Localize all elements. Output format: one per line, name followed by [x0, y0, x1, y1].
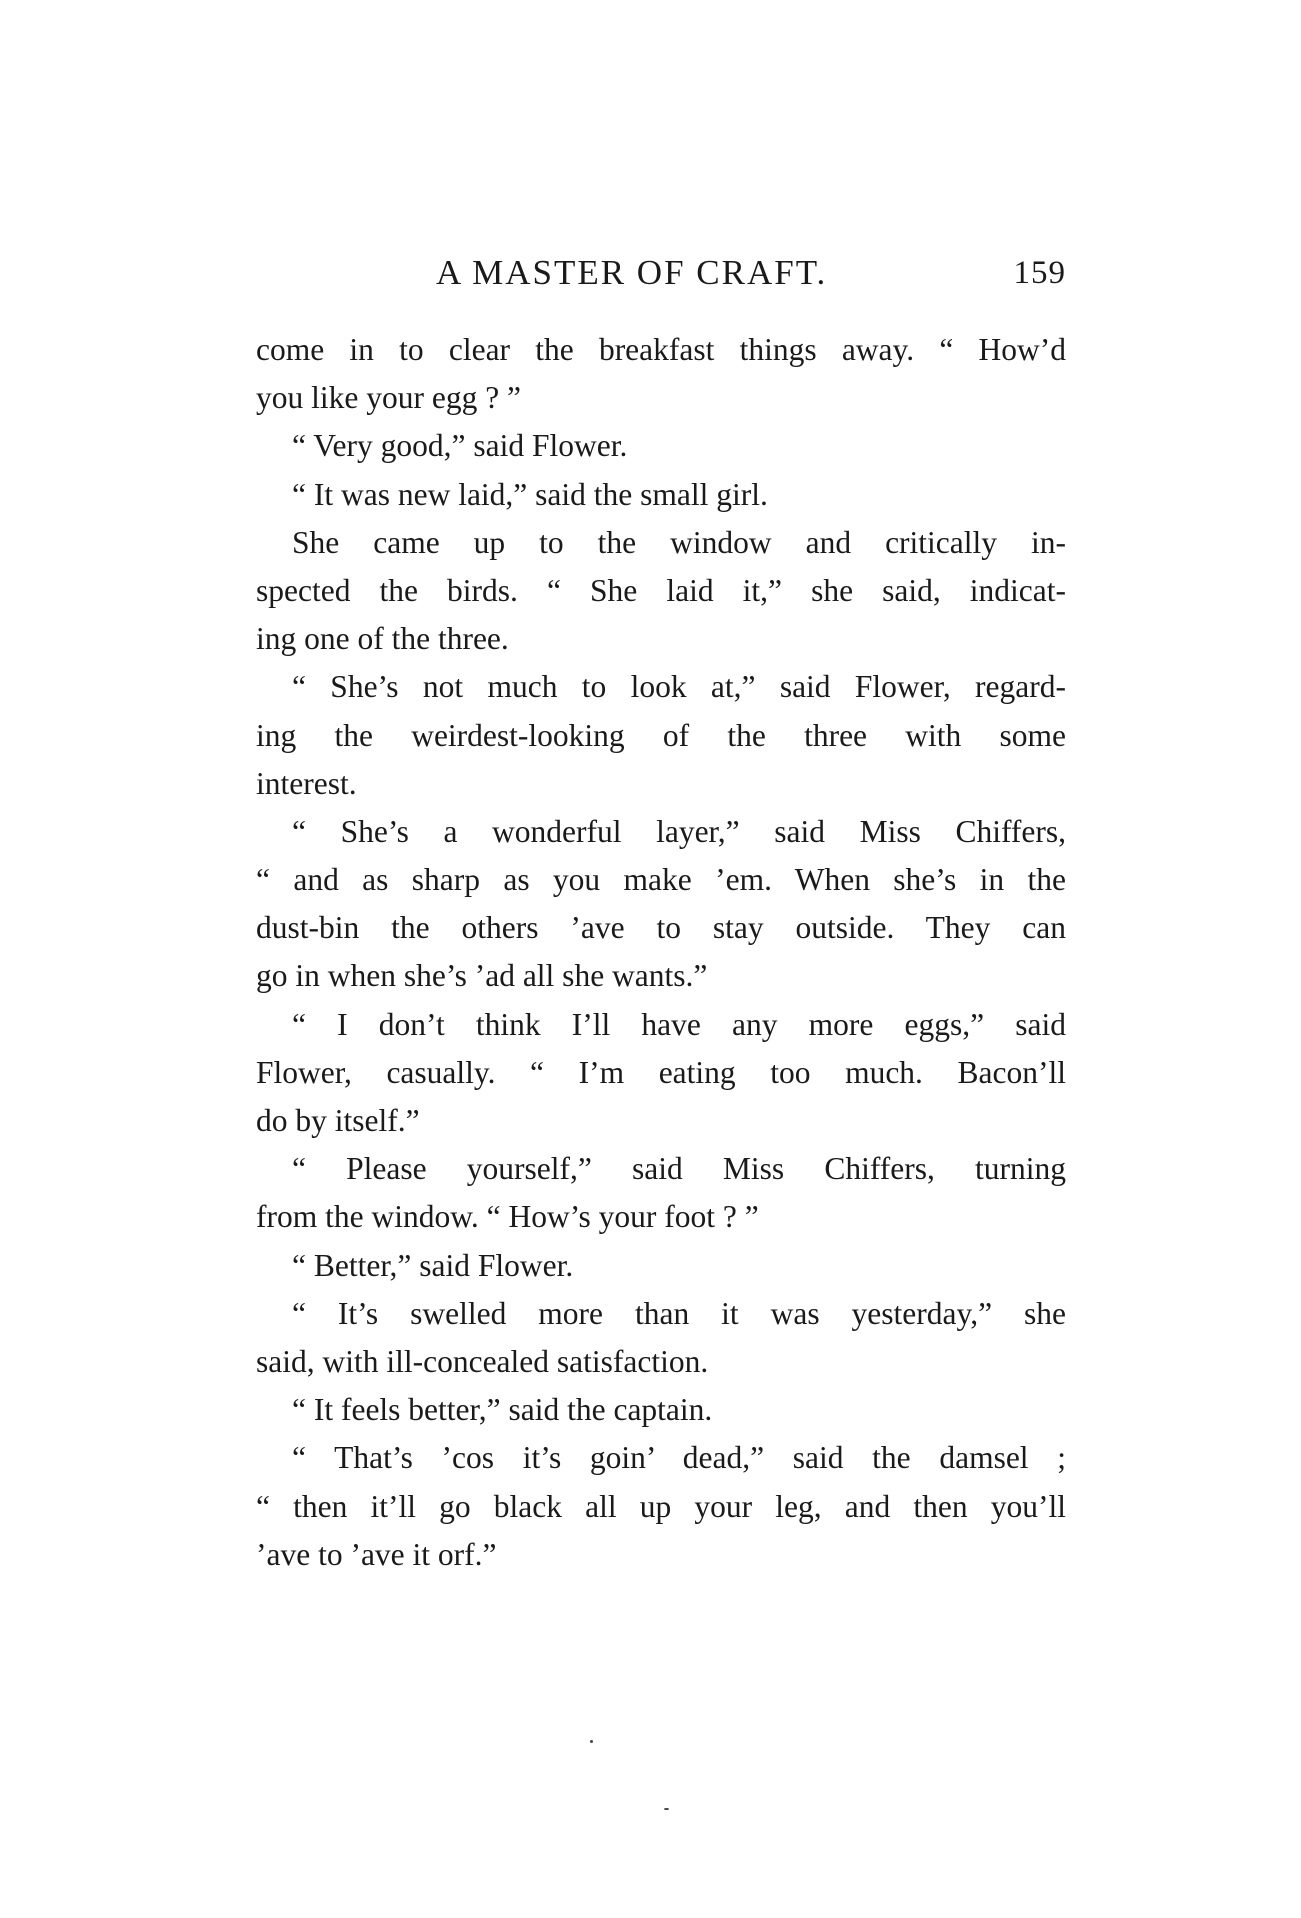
text-line: spected the birds. “ She laid it,” she said, indicat-: [256, 572, 1066, 608]
text-line: “ She’s not much to look at,” said Flower, regard-: [292, 669, 1066, 705]
scan-speck: [664, 1808, 669, 1810]
running-title: A MASTER OF CRAFT.: [436, 253, 828, 292]
body-text: [256, 326, 1066, 1579]
text-line: “ It’s swelled more than it was yesterday,” she: [292, 1295, 1066, 1331]
text-line: ing one of the three.: [256, 621, 509, 657]
scan-speck: [590, 1740, 593, 1743]
text-line: “ Very good,” said Flower.: [292, 428, 628, 464]
text-line: ’ave to ’ave it orf.”: [256, 1536, 497, 1572]
text-line: “ That’s ’cos it’s goin’ dead,” said the damsel ;: [292, 1440, 1066, 1476]
text-line: “ It was new laid,” said the small girl.: [292, 476, 768, 512]
text-line: “ then it’ll go black all up your leg, and then you’ll: [256, 1488, 1066, 1524]
text-line: said, with ill-concealed satisfaction.: [256, 1343, 709, 1379]
text-line: interest.: [256, 765, 357, 801]
text-line: “ She’s a wonderful layer,” said Miss Chiffers,: [292, 813, 1066, 849]
text-line: “ and as sharp as you make ’em. When she’s in the: [256, 862, 1066, 898]
text-line: dust-bin the others ’ave to stay outside. They can: [256, 910, 1066, 946]
running-head: [256, 248, 1066, 298]
page-number: 159: [1013, 255, 1066, 291]
text-line: “ Better,” said Flower.: [292, 1247, 574, 1283]
text-line: ing the weirdest-looking of the three with some: [256, 717, 1066, 753]
text-line: “ Please yourself,” said Miss Chiffers, turning: [292, 1151, 1066, 1187]
text-line: you like your egg ? ”: [256, 380, 522, 416]
text-line: come in to clear the breakfast things away. “ How’d: [256, 332, 1066, 367]
text-line: “ It feels better,” said the captain.: [292, 1392, 713, 1428]
text-line: go in when she’s ’ad all she wants.”: [256, 958, 708, 994]
text-line: Flower, casually. “ I’m eating too much. Bacon’ll: [256, 1054, 1066, 1090]
text-line: from the window. “ How’s your foot ? ”: [256, 1199, 759, 1235]
text-line: She came up to the window and critically in-: [292, 524, 1066, 560]
text-line: “ I don’t think I’ll have any more eggs,” said: [292, 1006, 1066, 1042]
text-line: do by itself.”: [256, 1103, 420, 1138]
